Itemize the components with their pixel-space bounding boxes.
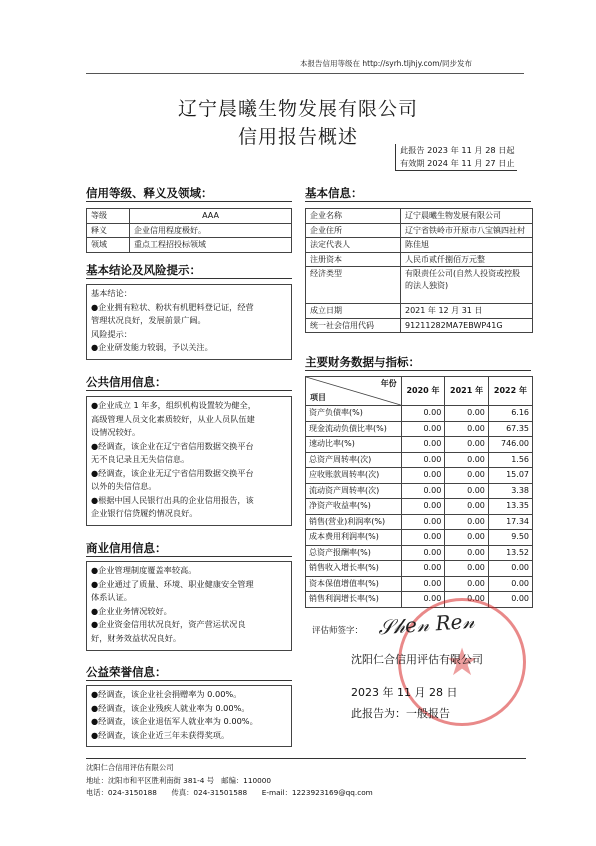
- basic-label: 注册资本: [306, 252, 401, 267]
- finance-item-label: 净资产收益率(%): [306, 499, 402, 515]
- business-credit-heading-rule: [86, 556, 292, 557]
- basic-value: 有限责任公司(自然人投资或控股的法人独资): [401, 267, 533, 304]
- basic-value: 辽宁省铁岭市开原市八宝镇四社村: [401, 223, 533, 238]
- finance-item-label: 销售(营业)利润率(%): [306, 514, 402, 530]
- finance-value: 0.00: [445, 576, 489, 592]
- finance-row: [306, 530, 533, 546]
- finance-row: [306, 452, 533, 468]
- finance-value: 0.00: [401, 421, 445, 437]
- finance-value: 0.00: [445, 406, 489, 422]
- basic-label: 法定代表人: [306, 238, 401, 253]
- credit-table: [86, 208, 292, 253]
- basic-info-heading: 基本信息：: [305, 186, 363, 200]
- public-credit-line: 高级管理人员文化素质较好，从业人员队伍建: [91, 413, 255, 424]
- finance-row: [306, 576, 533, 592]
- finance-value: 0.00: [445, 483, 489, 499]
- finance-value: 9.50: [488, 530, 532, 546]
- business-credit-box: [86, 561, 292, 651]
- finance-value: 0.00: [445, 545, 489, 561]
- basic-value: 人民币贰仟捌佰万元整: [401, 252, 533, 267]
- finance-value: 0.00: [401, 406, 445, 422]
- finance-row: [306, 561, 533, 577]
- publication-note: 本报告信用等级在 http://syrh.tljhjy.com/同步发布: [300, 59, 473, 68]
- finance-row: [306, 499, 533, 515]
- finance-value: 0.00: [401, 452, 445, 468]
- honor-line: ●经调查，该企业社会捐赠率为 0.00%。: [91, 689, 242, 699]
- honor-heading-rule: [86, 680, 292, 681]
- finance-body: [306, 406, 533, 608]
- basic-value: 辽宁晨曦生物发展有限公司: [401, 209, 533, 224]
- finance-value: 0.00: [445, 514, 489, 530]
- finance-heading: 主要财务数据与指标：: [305, 355, 420, 369]
- conclusion-line: 风险提示：: [91, 328, 132, 339]
- basic-label: 统一社会信用代码: [306, 318, 401, 333]
- year-header: 2021 年: [445, 377, 489, 406]
- seal-star-icon: ★: [444, 640, 480, 684]
- footer-rule: [86, 758, 526, 759]
- basic-row: [306, 318, 533, 333]
- public-credit-heading: 公共信用信息：: [86, 375, 167, 389]
- basic-value: 91211282MA7EBWP41G: [401, 318, 533, 333]
- basic-row: [306, 252, 533, 267]
- finance-item-label: 销售收入增长率(%): [306, 561, 402, 577]
- footer-address: 地址：沈阳市和平区胜利南街 381-4 号 邮编：110000: [86, 775, 272, 785]
- honor-heading: 公益荣誉信息：: [86, 665, 167, 679]
- basic-info-heading-rule: [305, 201, 531, 202]
- finance-value: 0.00: [401, 437, 445, 453]
- basic-row: [306, 304, 533, 319]
- basic-label: 经济类型: [306, 267, 401, 304]
- business-credit-line: ●企业业务情况较好。: [91, 605, 172, 616]
- finance-value: 0.00: [445, 421, 489, 437]
- signature-org: 沈阳仁合信用评估有限公司: [351, 653, 483, 666]
- public-credit-line: ●经调查，该企业无辽宁省信用数据交换平台: [91, 467, 254, 478]
- finance-row: [306, 437, 533, 453]
- finance-header-row: [306, 377, 533, 406]
- finance-value: 67.35: [488, 421, 532, 437]
- basic-label: 成立日期: [306, 304, 401, 319]
- business-credit-heading: 商业信用信息：: [86, 541, 167, 555]
- finance-value: 0.00: [401, 468, 445, 484]
- finance-item-label: 速动比率(%): [306, 437, 402, 453]
- finance-item-label: 应收账款周转率(次): [306, 468, 402, 484]
- basic-row: [306, 209, 533, 224]
- report-title: 信用报告概述: [237, 126, 358, 148]
- finance-value: 0.00: [401, 576, 445, 592]
- basic-label: 企业住所: [306, 223, 401, 238]
- finance-value: 0.00: [445, 499, 489, 515]
- finance-row: [306, 468, 533, 484]
- finance-value: 0.00: [445, 452, 489, 468]
- conclusion-line: ●企业研发能力较弱，予以关注。: [91, 342, 213, 352]
- business-credit-line: ●企业资金信用状况良好，资产营运状况良: [91, 619, 246, 629]
- finance-row: [306, 592, 533, 608]
- public-credit-box: [86, 396, 292, 526]
- conclusion-line: 基本结论：: [91, 288, 132, 298]
- credit-label: 释义: [87, 223, 130, 238]
- conclusion-line: 管理状况良好，发展前景广阔。: [91, 315, 206, 325]
- business-credit-line: ●企业管理制度覆盖率较高。: [91, 565, 197, 575]
- honor-box: [86, 685, 292, 747]
- honor-line: ●经调查，该企业退伍军人就业率为 0.00%。: [91, 716, 258, 726]
- conclusion-line: ●企业拥有粒状、粉状有机肥料登记证，经营: [91, 301, 254, 312]
- finance-item-label: 总资产报酬率(%): [306, 545, 402, 561]
- footer-org: 沈阳仁合信用评估有限公司: [86, 763, 174, 772]
- public-credit-line: ●企业成立 1 年多，组织机构设置较为健全，: [91, 400, 256, 410]
- finance-value: 0.00: [401, 545, 445, 561]
- conclusion-box: [86, 284, 292, 360]
- credit-label: 等级: [87, 209, 130, 224]
- business-credit-line: 好，财务效益状况良好。: [91, 632, 182, 643]
- finance-item-label: 资产负债率(%): [306, 406, 402, 422]
- finance-value: 15.07: [488, 468, 532, 484]
- report-type: 此报告为：一般报告: [351, 707, 450, 720]
- honor-line: ●经调查，该企业近三年未获得奖项。: [91, 729, 230, 740]
- finance-item-label: 资本保值增值率(%): [306, 576, 402, 592]
- basic-label: 企业名称: [306, 209, 401, 224]
- year-header: 2022 年: [488, 377, 532, 406]
- business-credit-line: ●企业通过了质量、环境、职业健康安全管理: [91, 578, 254, 589]
- public-credit-line: 无不良记录且无失信信息。: [91, 454, 190, 464]
- finance-value: 0.00: [401, 483, 445, 499]
- validity-box: [395, 144, 517, 171]
- signature-date: 2023 年 11 月 28 日: [351, 686, 458, 699]
- basic-row: [306, 238, 533, 253]
- finance-value: 0.00: [488, 576, 532, 592]
- conclusion-heading: 基本结论及风险提示：: [86, 263, 201, 277]
- finance-row: [306, 406, 533, 422]
- credit-label: 领域: [87, 238, 130, 253]
- credit-heading-rule: [86, 201, 292, 202]
- finance-value: 13.35: [488, 499, 532, 515]
- basic-value: 陈佳旭: [401, 238, 533, 253]
- public-credit-line: ●根据中国人民银行出具的企业信用报告，该: [91, 494, 254, 505]
- finance-item-label: 流动资产周转率(次): [306, 483, 402, 499]
- finance-value: 0.00: [401, 561, 445, 577]
- finance-table: [305, 376, 533, 608]
- finance-value: 0.00: [445, 561, 489, 577]
- basic-row: [306, 267, 533, 304]
- business-credit-line: 体系认证。: [91, 592, 132, 602]
- year-header: 2020 年: [401, 377, 445, 406]
- finance-value: 3.38: [488, 483, 532, 499]
- credit-row: [87, 209, 292, 224]
- finance-item-label: 销售利润增长率(%): [306, 592, 402, 608]
- corner-year-label: 年份: [380, 379, 397, 388]
- public-credit-heading-rule: [86, 390, 292, 391]
- finance-value: 0.00: [445, 437, 489, 453]
- finance-value: 0.00: [445, 592, 489, 608]
- corner-item-label: 项目: [310, 393, 326, 402]
- finance-item-label: 总资产周转率(次): [306, 452, 402, 468]
- footer-block: [86, 762, 373, 800]
- finance-item-label: 成本费用利润率(%): [306, 530, 402, 546]
- finance-value: 13.52: [488, 545, 532, 561]
- company-title: 辽宁晨曦生物发展有限公司: [177, 98, 418, 120]
- finance-value: 0.00: [445, 468, 489, 484]
- finance-value: 0.00: [401, 499, 445, 515]
- basic-row: [306, 223, 533, 238]
- basic-info-table: [305, 208, 533, 333]
- public-credit-line: 设情况较好。: [91, 427, 141, 437]
- credit-value: AAA: [130, 209, 292, 224]
- finance-value: 0.00: [445, 530, 489, 546]
- basic-value: 2021 年 12 月 31 日: [401, 304, 533, 319]
- finance-value: 1.56: [488, 452, 532, 468]
- finance-item-label: 现金流动负债比率(%): [306, 421, 402, 437]
- honor-line: ●经调查，该企业残疾人就业率为 0.00%。: [91, 702, 250, 713]
- finance-heading-rule: [305, 370, 531, 371]
- credit-row: [87, 223, 292, 238]
- finance-row: [306, 483, 533, 499]
- credit-value: 企业信用程度极好。: [130, 223, 292, 238]
- finance-value: 17.34: [488, 514, 532, 530]
- finance-row: [306, 545, 533, 561]
- public-credit-line: ●经调查，该企业在辽宁省信用数据交换平台: [91, 440, 254, 451]
- finance-value: 0.00: [488, 592, 532, 608]
- public-credit-line: 企业银行信贷履约情况良好。: [91, 508, 198, 518]
- finance-value: 0.00: [401, 514, 445, 530]
- appraiser-signature-label: 评估师签字：: [312, 626, 364, 636]
- validity-end: 有效期 2024 年 11 月 27 日止: [400, 157, 515, 168]
- footer-contact: 电话：024-3150188 传真：024-31501588 E-mail：1223923169@qq.com: [86, 788, 373, 797]
- finance-value: 0.00: [488, 561, 532, 577]
- credit-value: 重点工程招投标领域: [130, 238, 292, 253]
- finance-value: 0.00: [401, 592, 445, 608]
- public-credit-line: 以外的失信信息。: [91, 481, 157, 491]
- finance-value: 0.00: [401, 530, 445, 546]
- finance-row: [306, 514, 533, 530]
- handwritten-signature: 𝒮𝒽𝑒𝓃 𝑅𝑒𝓃: [377, 608, 476, 640]
- finance-value: 746.00: [488, 437, 532, 453]
- validity-start: 此报告 2023 年 11 月 28 日起: [400, 145, 515, 155]
- finance-corner-cell: [306, 377, 402, 406]
- credit-row: [87, 238, 292, 253]
- finance-row: [306, 421, 533, 437]
- finance-value: 6.16: [488, 406, 532, 422]
- header-rule: [86, 73, 524, 74]
- conclusion-heading-rule: [86, 278, 292, 279]
- credit-heading: 信用等级、释义及领域：: [86, 186, 213, 200]
